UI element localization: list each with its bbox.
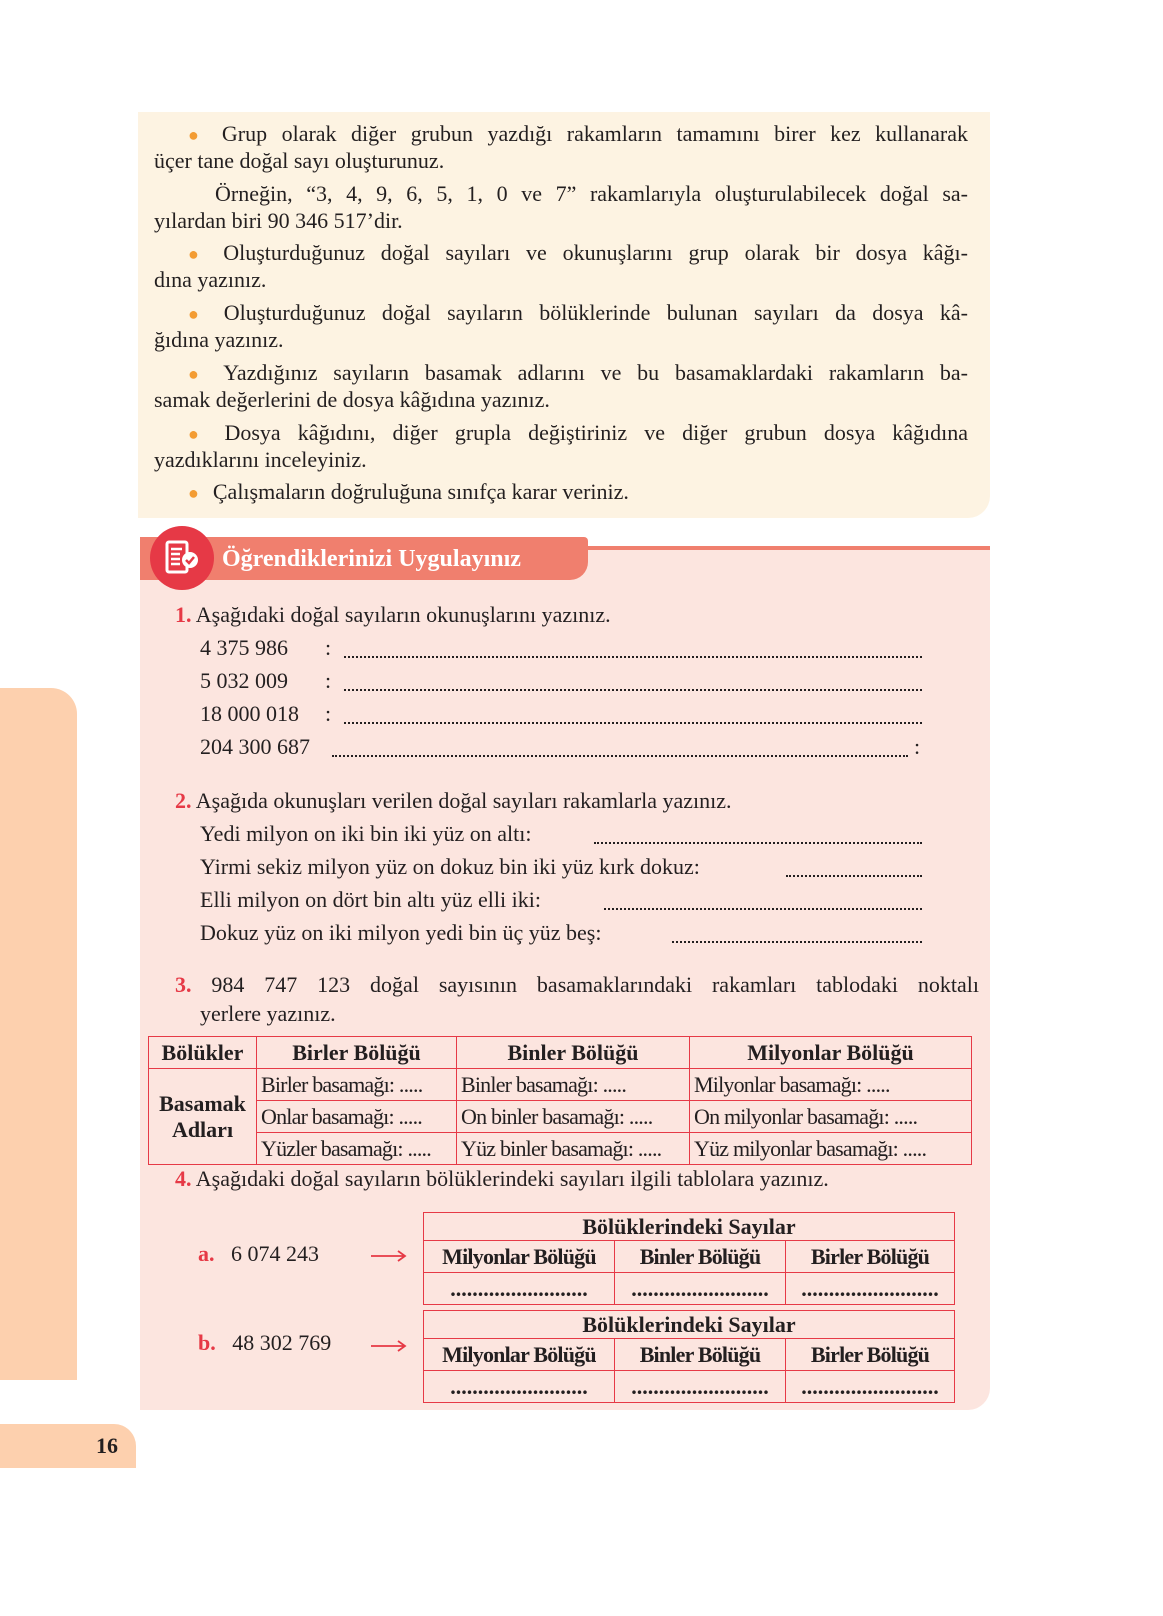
table-cell[interactable]: Milyonlar basamağı: ..... — [690, 1069, 972, 1101]
header-cell: Birler Bölüğü — [786, 1339, 955, 1371]
colon: : — [325, 635, 332, 660]
activity-line: ● Çalışmaların doğruluğuna sınıfça karar veriniz. — [188, 479, 629, 504]
place-value-table — [148, 1036, 972, 1165]
colon: : — [325, 701, 332, 726]
q2-item: Elli milyon on dört bin altı yüz elli iki: — [200, 887, 541, 912]
table-cell[interactable]: Birler basamağı: ..... — [257, 1069, 457, 1101]
answer-blank[interactable] — [594, 842, 922, 844]
table-title: Bölüklerindeki Sayılar — [424, 1213, 955, 1241]
q1-number: 18 000 018 — [200, 701, 299, 726]
q2-item: Dokuz yüz on iki milyon yedi bin üç yüz beş: — [200, 920, 602, 945]
activity-line: ● Yazdığınız sayıların basamak adlarını ve bu basamaklardaki rakamların ba- — [188, 360, 969, 385]
table-title: Bölüklerindeki Sayılar — [424, 1311, 955, 1339]
header-cell: Milyonlar Bölüğü — [690, 1037, 972, 1069]
page-number: 16 — [0, 1424, 136, 1468]
arrow-right-icon — [370, 1249, 408, 1263]
table-cell[interactable]: On milyonlar basamağı: ..... — [690, 1101, 972, 1133]
bullet-icon: ● — [188, 483, 199, 503]
question-3: 3. 984 747 123 doğal sayısının basamaklarındaki rakamları tablodaki noktalı — [175, 972, 980, 997]
answer-blank[interactable] — [786, 875, 922, 877]
header-cell: Bölükler — [149, 1037, 257, 1069]
activity-line: ğıdına yazınız. — [154, 327, 284, 352]
bullet-icon: ● — [188, 125, 208, 145]
activity-line: ● Grup olarak diğer grubun yazdığı rakamların tamamını birer kez kullanarak — [188, 121, 969, 146]
header-cell: Binler Bölüğü — [457, 1037, 690, 1069]
section-title: Öğrendiklerinizi Uygulayınız — [222, 546, 521, 572]
answer-blank[interactable] — [604, 908, 922, 910]
question-3-cont: yerlere yazınız. — [200, 1001, 336, 1026]
q2-item: Yirmi sekiz milyon yüz on dokuz bin iki yüz kırk dokuz: — [200, 854, 700, 879]
table-cell[interactable]: Yüz milyonlar basamağı: ..... — [690, 1133, 972, 1165]
colon: : — [914, 734, 921, 759]
activity-line: üçer tane doğal sayı oluşturunuz. — [154, 148, 445, 173]
blank-cell[interactable]: ......................... — [424, 1273, 615, 1305]
row-label: Basamak Adları — [149, 1069, 257, 1165]
activity-line: samak değerlerini de dosya kâğıdına yazınız. — [154, 387, 550, 412]
blank-cell[interactable]: ......................... — [615, 1273, 786, 1305]
activity-line: yazdıklarını inceleyiniz. — [154, 447, 367, 472]
blank-cell[interactable]: ......................... — [786, 1371, 955, 1403]
activity-line: ● Oluşturduğunuz doğal sayıların bölüklerinde bulunan sayıları da dosya kâ- — [188, 300, 968, 325]
answer-blank[interactable] — [672, 941, 922, 943]
colon: : — [325, 668, 332, 693]
answer-blank[interactable] — [344, 722, 922, 724]
q1-number: 204 300 687 — [200, 734, 310, 759]
table-cell[interactable]: Binler basamağı: ..... — [457, 1069, 690, 1101]
q1-number: 5 032 009 — [200, 668, 288, 693]
side-tab — [0, 688, 77, 1380]
header-cell: Birler Bölüğü — [257, 1037, 457, 1069]
activity-line: ● Dosya kâğıdını, diğer grupla değiştiriniz ve diğer grubun dosya kâğıdına — [188, 420, 969, 445]
q4-item-a: a. 6 074 243 — [198, 1241, 319, 1266]
checklist-icon — [150, 526, 214, 590]
arrow-right-icon — [370, 1339, 408, 1353]
bullet-icon: ● — [188, 364, 210, 384]
answer-blank[interactable] — [344, 689, 922, 691]
groups-table-b — [423, 1310, 955, 1403]
bullet-icon: ● — [188, 304, 210, 324]
answer-blank[interactable] — [332, 755, 908, 757]
q2-item: Yedi milyon on iki bin iki yüz on altı: — [200, 821, 532, 846]
header-cell: Birler Bölüğü — [786, 1241, 955, 1273]
header-cell: Milyonlar Bölüğü — [424, 1241, 615, 1273]
blank-cell[interactable]: ......................... — [424, 1371, 615, 1403]
table-cell[interactable]: Onlar basamağı: ..... — [257, 1101, 457, 1133]
bullet-icon: ● — [188, 244, 210, 264]
table-cell[interactable]: Yüz binler basamağı: ..... — [457, 1133, 690, 1165]
question-1: 1. Aşağıdaki doğal sayıların okunuşlarını yazınız. — [175, 602, 611, 627]
blank-cell[interactable]: ......................... — [615, 1371, 786, 1403]
header-cell: Binler Bölüğü — [615, 1241, 786, 1273]
blank-cell[interactable]: ......................... — [786, 1273, 955, 1305]
table-cell[interactable]: On binler basamağı: ..... — [457, 1101, 690, 1133]
q1-number: 4 375 986 — [200, 635, 288, 660]
table-cell[interactable]: Yüzler basamağı: ..... — [257, 1133, 457, 1165]
q4-item-b: b. 48 302 769 — [198, 1330, 332, 1355]
question-4: 4. Aşağıdaki doğal sayıların bölüklerindeki sayıları ilgili tablolara yazınız. — [175, 1166, 829, 1191]
header-cell: Milyonlar Bölüğü — [424, 1339, 615, 1371]
activity-line: dına yazınız. — [154, 267, 267, 292]
bullet-icon: ● — [188, 424, 211, 444]
header-cell: Binler Bölüğü — [615, 1339, 786, 1371]
section-divider — [588, 546, 990, 550]
activity-line: yılardan biri 90 346 517’dir. — [154, 208, 403, 233]
activity-line: Örneğin, “3, 4, 9, 6, 5, 1, 0 ve 7” rakamlarıyla oluşturulabilecek doğal sa- — [215, 181, 968, 206]
answer-blank[interactable] — [344, 656, 922, 658]
groups-table-a — [423, 1212, 955, 1305]
activity-line: ● Oluşturduğunuz doğal sayıları ve okunuşlarını grup olarak bir dosya kâğı- — [188, 240, 968, 265]
question-2: 2. Aşağıda okunuşları verilen doğal sayıları rakamlarla yazınız. — [175, 788, 732, 813]
